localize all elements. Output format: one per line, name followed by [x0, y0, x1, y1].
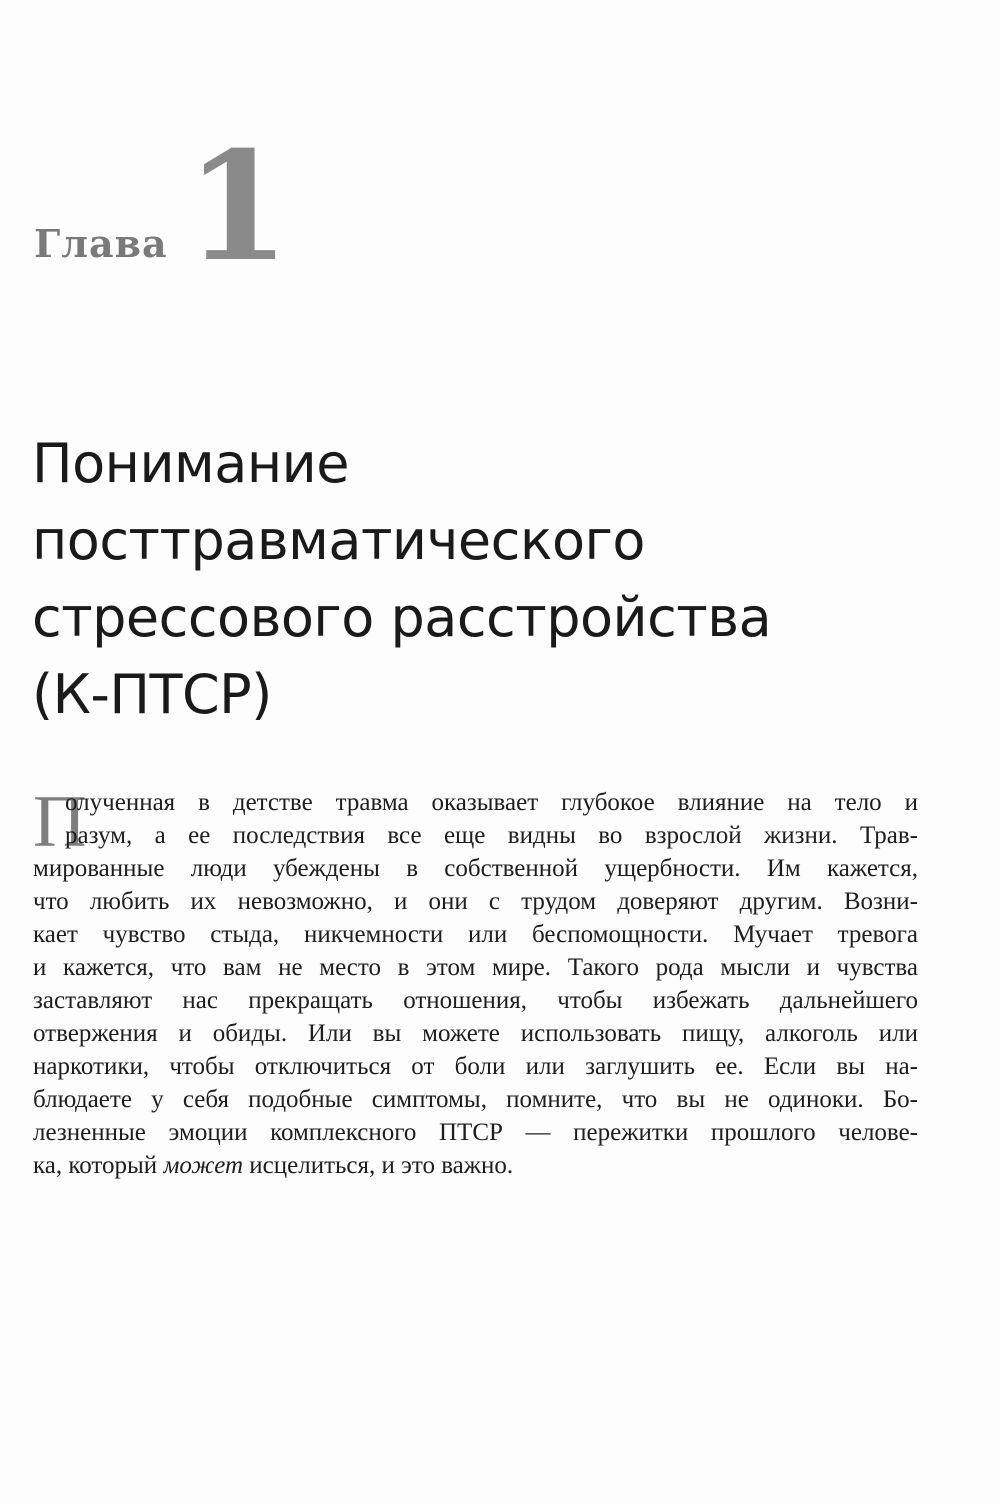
- chapter-label: Глава: [34, 221, 168, 266]
- paragraph-line: отвержения и обиды. Или вы можете использовать пищу, алкоголь или: [33, 1020, 918, 1047]
- chapter-number: 1: [185, 119, 291, 295]
- paragraph-line: разум, а ее последствия все еще видны во взрослой жизни. Трав-: [65, 822, 918, 849]
- paragraph-line: что любить их невозможно, и они с трудом доверяют другим. Возни-: [33, 888, 918, 915]
- chapter-heading: [34, 119, 291, 295]
- paragraph-line: наркотики, чтобы отключиться от боли или заглушить ее. Если вы на-: [33, 1053, 918, 1080]
- paragraph-line: олученная в детстве травма оказывает глубокое влияние на тело и: [65, 789, 918, 816]
- chapter-title-line: посттравматического: [32, 509, 645, 572]
- paragraph-line: мированные люди убеждены в собственной ущербности. Им кажется,: [33, 855, 918, 882]
- paragraph-line: блюдаете у себя подобные симптомы, помните, что вы не одиноки. Бо-: [33, 1086, 918, 1113]
- body-paragraph: [33, 781, 918, 1182]
- paragraph-line: заставляют нас прекращать отношения, чтобы избежать дальнейшего: [33, 987, 918, 1014]
- drop-cap: П: [33, 781, 87, 863]
- paragraph-line: кает чувство стыда, никчемности или беспомощности. Мучает тревога: [33, 921, 918, 948]
- chapter-title-line: стрессового расстройства: [32, 586, 772, 649]
- emphasized-word: может: [163, 1152, 244, 1179]
- chapter-title: [32, 425, 932, 733]
- last-line-start: ка, который: [33, 1152, 164, 1179]
- paragraph-line: и кажется, что вам не место в этом мире. Такого рода мысли и чувства: [33, 954, 918, 981]
- chapter-title-line: (К-ПТСР): [32, 663, 272, 726]
- chapter-title-line: Понимание: [32, 432, 349, 495]
- last-line-end: исцелиться, и это важно.: [243, 1152, 514, 1179]
- paragraph-line: лезненные эмоции комплексного ПТСР — пережитки прошлого челове-: [33, 1119, 918, 1146]
- paragraph-last-line: [33, 1149, 918, 1182]
